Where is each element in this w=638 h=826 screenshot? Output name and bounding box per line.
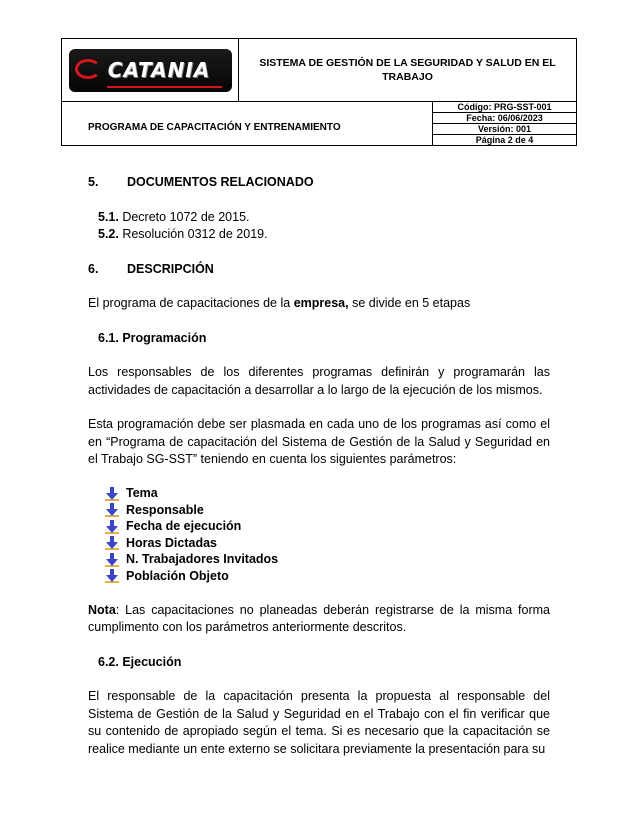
bullet-text: Fecha de ejecución [126,519,242,533]
list-item [105,519,550,536]
section-5-heading [88,174,550,192]
list-item [105,502,550,519]
section-number: 5. [88,175,99,189]
intro-text: El programa de capacitaciones de la [88,296,294,310]
company-logo [69,49,232,92]
note-label: Nota [88,602,116,617]
document-header [61,38,577,146]
paragraph: Esta programación debe ser plasmada en cada uno de los programas así como el en “Programa de capacitación del Sistema de Gestión de la Salud y Seguridad en el Trabajo SG-SST” teniendo en cuenta los siguientes parámetros: [88,417,550,466]
logo-swoosh-icon [75,59,101,79]
item-text: Resolución 0312 de 2019. [118,227,268,241]
paragraph: Los responsables de los diferentes programas definirán y programarán las actividades de capacitación a desarrollar a lo largo de la ejecución de los mismos. [88,365,550,397]
section-number: 6. [88,261,99,276]
down-arrow-icon [105,503,119,517]
bullet-text: Horas Dictadas [126,535,218,550]
list-item [98,209,550,227]
section-title: DOCUMENTOS RELACIONADO [127,175,314,189]
section-6-heading [88,261,550,279]
section-title: DESCRIPCIÓN [127,261,214,276]
down-arrow-icon [105,553,119,567]
item-number: 5.2. [98,227,119,241]
bullet-text: Población Objeto [126,568,229,583]
intro-paragraph [88,295,550,313]
system-title: SISTEMA DE GESTIÓN DE LA SEGURIDAD Y SALUD EN EL TRABAJO [239,39,577,102]
down-arrow-icon [105,487,119,501]
down-arrow-icon [105,520,119,534]
bullet-text: Tema [126,486,158,500]
program-title: PROGRAMA DE CAPACITACIÓN Y ENTRENAMIENTO [62,102,433,146]
note-text: : Las capacitaciones no planeadas deberán registrarse de la misma forma cumplimento con los parámetros anteriormente descritos. [88,602,550,634]
note-paragraph [88,602,550,637]
item-text: Decreto 1072 de 2015. [118,209,250,224]
document-body [88,172,550,758]
intro-bold: empresa, [293,296,349,310]
document-code: Código: PRG-SST-001 [433,102,577,113]
list-item [105,535,550,552]
down-arrow-icon [105,569,119,583]
subsection-6-1-heading: 6.1. Programación [98,330,207,345]
list-item [105,552,550,569]
bullet-text: N. Trabajadores Invitados [126,552,279,566]
subsection-6-2-heading: 6.2. Ejecución [98,654,182,669]
list-item [98,226,550,244]
item-number: 5.1. [98,209,119,224]
down-arrow-icon [105,536,119,550]
logo-cell [62,39,239,102]
logo-underline [107,86,222,88]
document-date: Fecha: 06/06/2023 [433,113,577,124]
intro-text-end: se divide en 5 etapas [348,296,471,310]
logo-text: CATANIA [107,58,211,82]
bullet-text: Responsable [126,502,204,517]
list-item [105,568,550,585]
document-version: Versión: 001 [433,124,577,135]
page-number: Página 2 de 4 [433,135,577,146]
parameter-list [105,486,550,585]
list-item [105,486,550,503]
paragraph: El responsable de la capacitación presenta la propuesta al responsable del Sistema de Gestión de la Salud y Seguridad en el Trabajo con el fin verificar que su contenido de apropiado según el tema. Si es necesario que la capacitación se realice mediante un ente externo se solicitara previamente la presentación para su [88,689,550,756]
